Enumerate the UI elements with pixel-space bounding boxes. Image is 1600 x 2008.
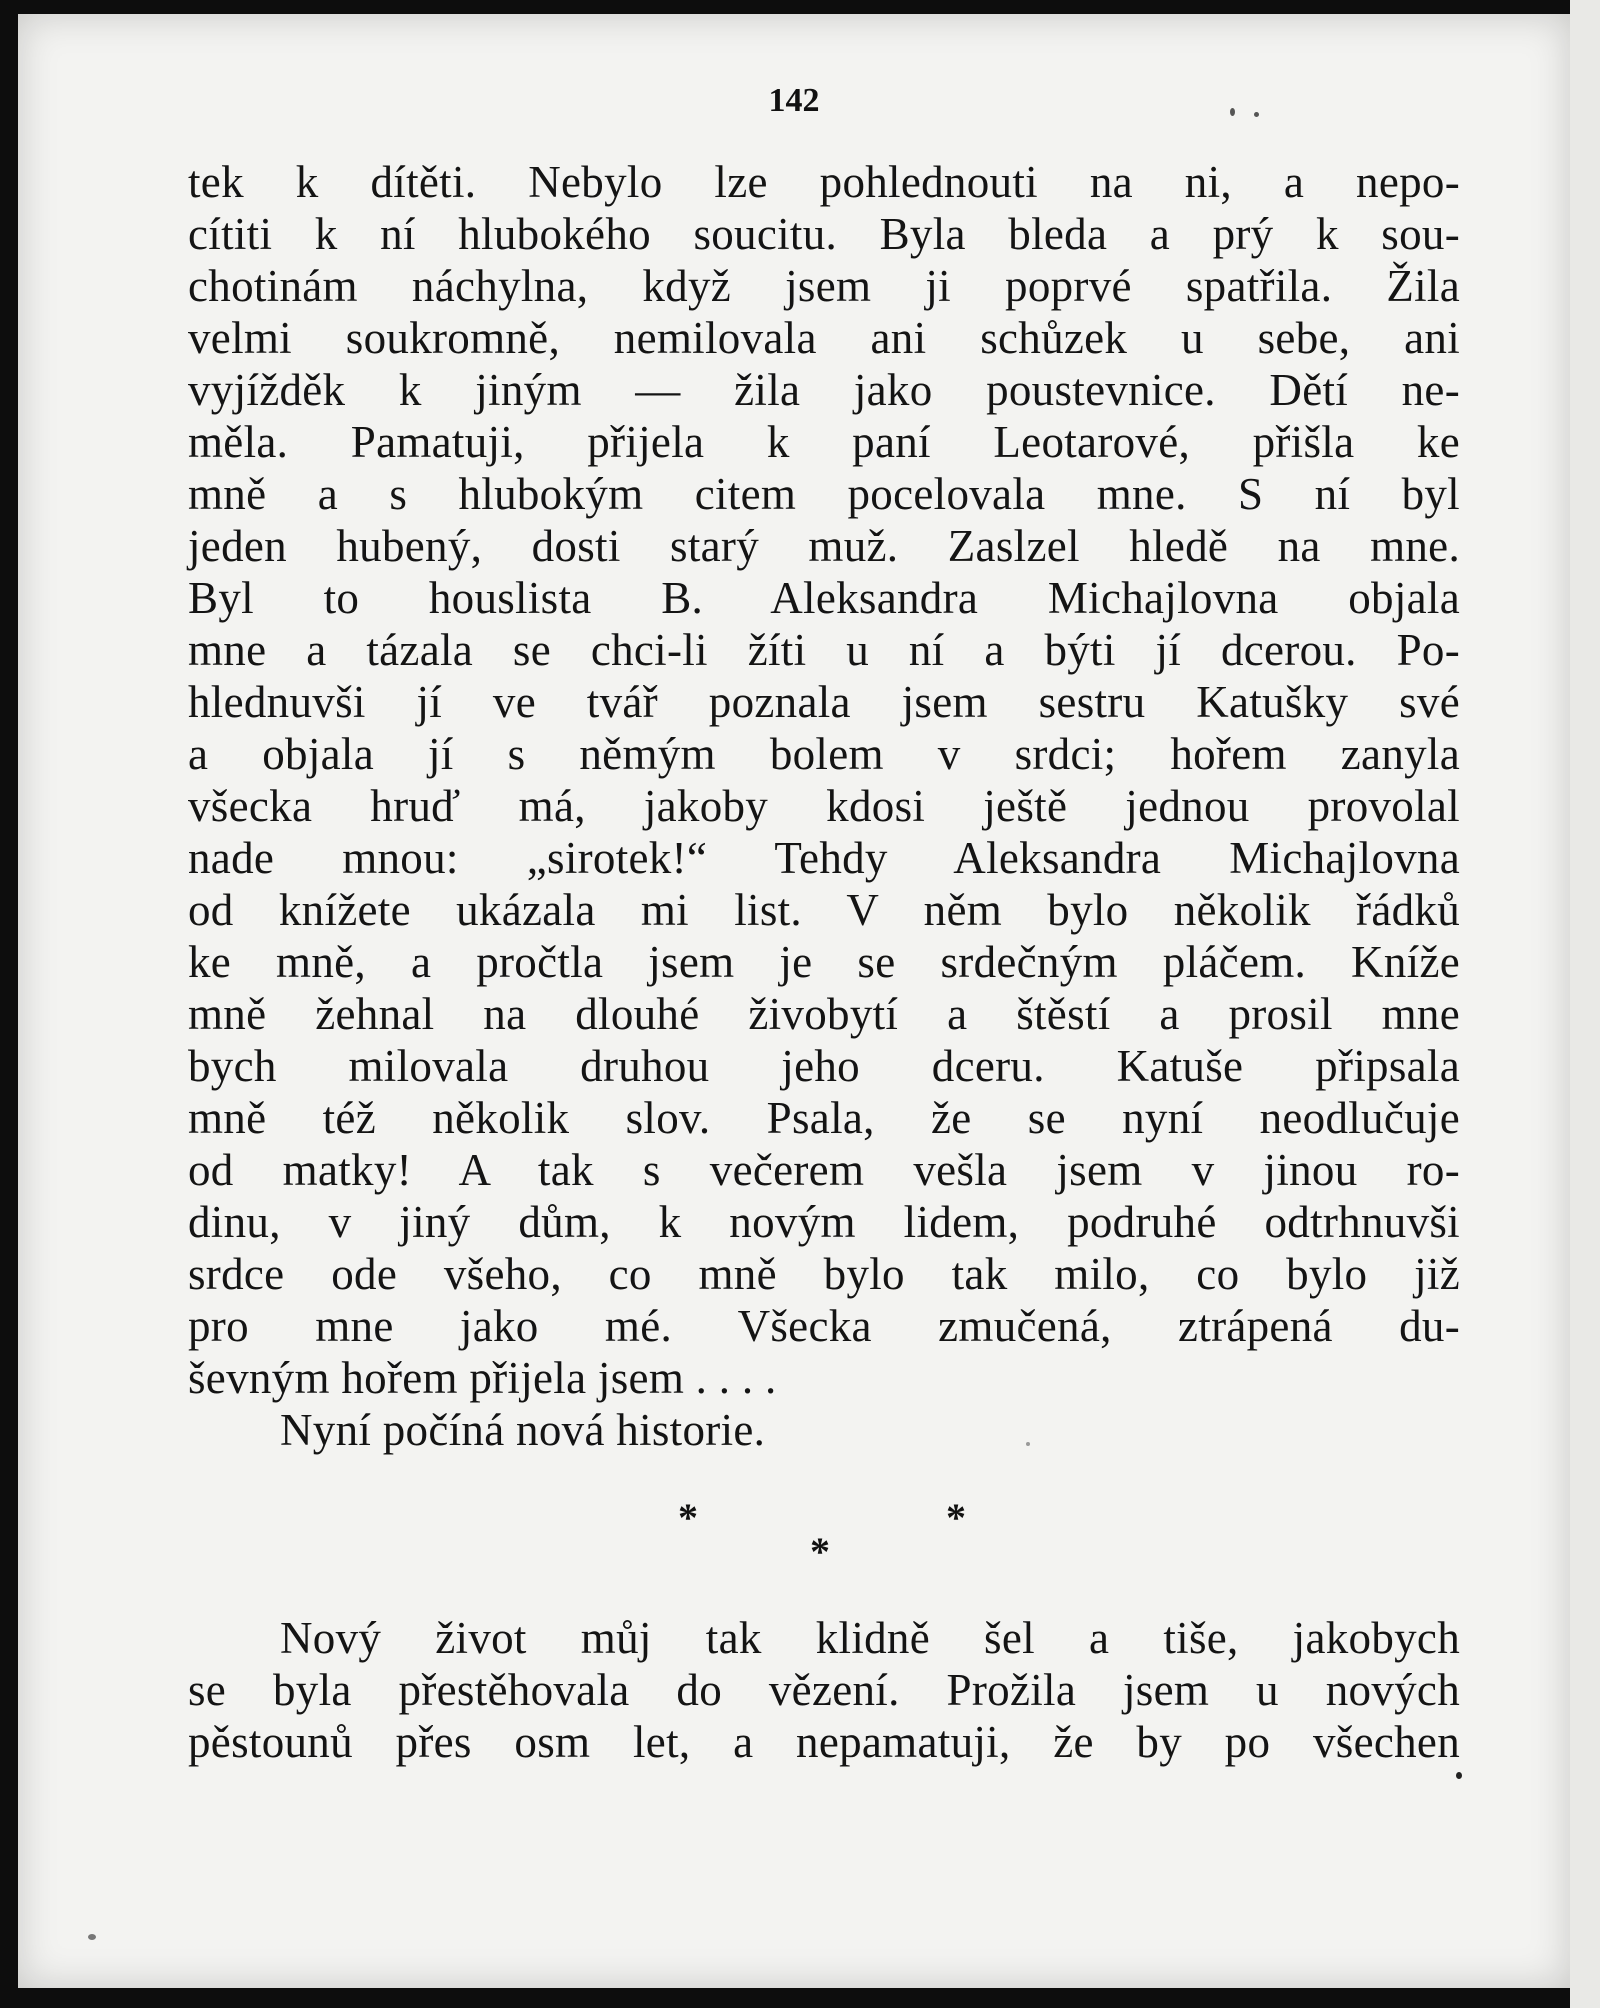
page-number: 142 [768, 82, 820, 119]
text-line: se byla přestěhovala do vězení. Prožila jsem u nových [188, 1665, 1460, 1715]
main-paragraph [188, 156, 1460, 1456]
speck [88, 1934, 96, 1940]
text-line: dinu, v jiný dům, k novým lidem, podruhé odtrhnuvši [188, 1197, 1460, 1247]
text-line: Nyní počíná nová historie. [280, 1405, 766, 1455]
text-line: ševným hořem přijela jsem . . . . [188, 1353, 777, 1403]
text-line: všecka hruď má, jakoby kdosi ještě jednou provolal [188, 781, 1460, 831]
asterisk-icon: * [678, 1495, 698, 1540]
text-line: pěstounů přes osm let, a nepamatuji, že by po všechen [188, 1717, 1460, 1767]
text-line: mne a tázala se chci-li žíti u ní a býti jí dcerou. Po- [188, 625, 1460, 675]
text-line: od matky! A tak s večerem vešla jsem v jinou ro- [188, 1145, 1460, 1195]
text-line: mně též několik slov. Psala, že se nyní neodlučuje [188, 1093, 1460, 1143]
text-line: velmi soukromně, nemilovala ani schůzek u sebe, ani [188, 313, 1460, 363]
speck [1456, 1772, 1462, 1779]
page-edge [1570, 0, 1600, 2008]
text-line: tek k dítěti. Nebylo lze pohlednouti na ni, a nepo- [188, 157, 1460, 207]
asterisk-icon: * [810, 1529, 830, 1574]
text-line: ke mně, a pročtla jsem je se srdečným pláčem. Kníže [188, 937, 1460, 987]
second-paragraph [188, 1612, 1460, 1768]
text-line: hlednuvši jí ve tvář poznala jsem sestru Katušky své [188, 677, 1460, 727]
text-line: cítiti k ní hlubokého soucitu. Byla bleda a prý k sou- [188, 209, 1460, 259]
text-line: jeden hubený, dosti starý muž. Zaslzel hledě na mne. [188, 521, 1460, 571]
text-line: od knížete ukázala mi list. V něm bylo několik řádků [188, 885, 1460, 935]
book-page [18, 14, 1570, 1988]
text-line: a objala jí s němým bolem v srdci; hořem zanyla [188, 729, 1460, 779]
text-line: bych milovala druhou jeho dceru. Katuše připsala [188, 1041, 1460, 1091]
text-line: pro mne jako mé. Všecka zmučená, ztrápená du- [188, 1301, 1460, 1351]
text-line: chotinám náchylna, když jsem ji poprvé spatřila. Žila [188, 261, 1460, 311]
section-separator [18, 1494, 1570, 1584]
text-line: mně žehnal na dlouhé živobytí a štěstí a prosil mne [188, 989, 1460, 1039]
text-line: nade mnou: „sirotek!“ Tehdy Aleksandra Michajlovna [188, 833, 1460, 883]
text-line: Nový život můj tak klidně šel a tiše, jakobych [280, 1613, 1460, 1663]
text-line: mně a s hlubokým citem pocelovala mne. S ní byl [188, 469, 1460, 519]
text-line: vyjížděk k jiným — žila jako poustevnice. Dětí ne- [188, 365, 1460, 415]
text-line: Byl to houslista B. Aleksandra Michajlovna objala [188, 573, 1460, 623]
asterisk-icon: * [946, 1495, 966, 1540]
text-line: srdce ode všeho, co mně bylo tak milo, co bylo již [188, 1249, 1460, 1299]
text-line: měla. Pamatuji, přijela k paní Leotarové, přišla ke [188, 417, 1460, 467]
